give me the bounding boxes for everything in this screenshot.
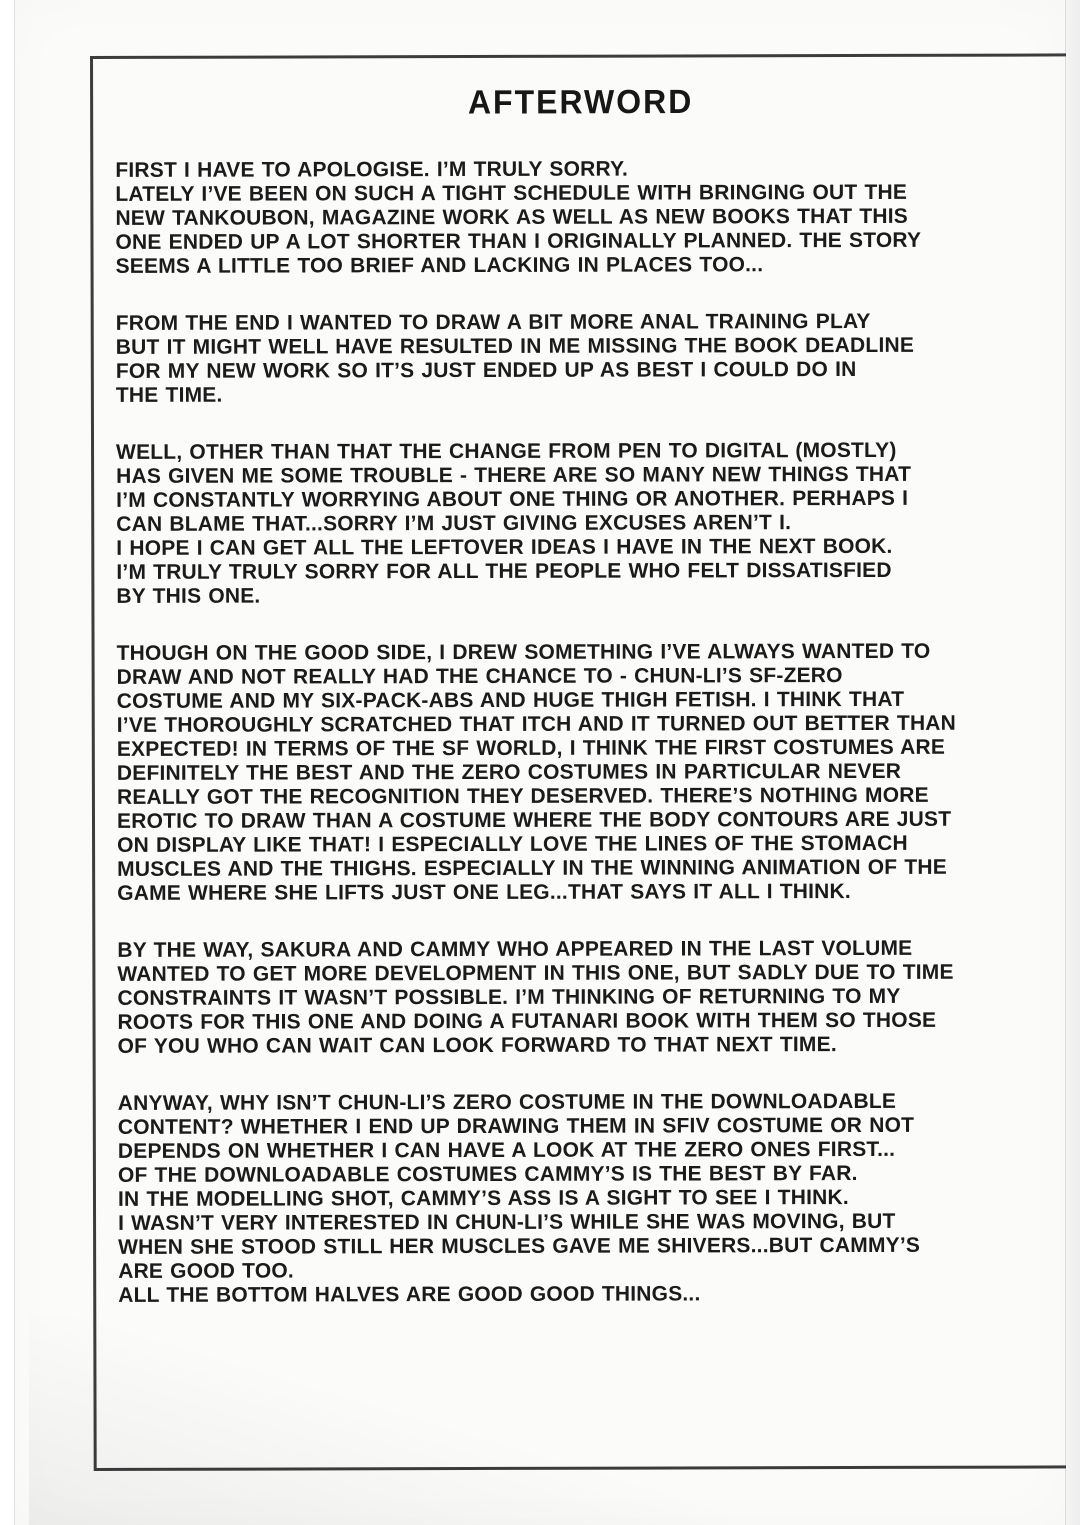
scan-gutter [1066,0,1080,1525]
afterword-paragraph-dlc: ANYWAY, WHY ISN’T CHUN-LI’S ZERO COSTUME IN THE DOWNLOADABLE CONTENT? WHETHER I END UP DRAWING THEM IN SFIV COSTUME OR NOT DEPENDS ON WHETHER I CAN HAVE A LOOK AT THE ZERO ONES FIRST... OF THE DOWNLOADABLE COSTUMES CAMMY’S IS THE BEST BY FAR. IN THE MODELLING SHOT, CAMMY’S ASS IS A SIGHT TO SEE I THINK. I WASN’T VERY INTERESTED IN CHUN-LI’S WHILE SHE WAS MOVING, BUT WHEN SHE STOOD STILL HER MUSCLES GAVE ME SHIVERS...BUT CAMMY’S ARE GOOD TOO. ALL THE BOTTOM HALVES ARE GOOD GOOD THINGS... [117,1089,921,1307]
page-title: AFTERWORD [467,82,694,121]
paper-sheet [14,0,1067,1525]
afterword-paragraph-deadline: FROM THE END I WANTED TO DRAW A BIT MORE ANAL TRAINING PLAY BUT IT MIGHT WELL HAVE RESULTED IN ME MISSING THE BOOK DEADLINE FOR MY NEW WORK SO IT’S JUST ENDED UP AS BEST I COULD DO IN THE TIME. [115,309,915,407]
afterword-paragraph-digital-change: WELL, OTHER THAN THAT THE CHANGE FROM PEN TO DIGITAL (MOSTLY) HAS GIVEN ME SOME TROUBLE - THERE ARE SO MANY NEW THINGS THAT I’M CONSTANTLY WORRYING ABOUT ONE THING OR ANOTHER. PERHAPS I CAN BLAME THAT...SORRY I’M JUST GIVING EXCUSES AREN’T I. I HOPE I CAN GET ALL THE LEFTOVER IDEAS I HAVE IN THE NEXT BOOK. I’M TRULY TRULY SORRY FOR ALL THE PEOPLE WHO FELT DISSATISFIED BY THIS ONE. [116,438,912,608]
afterword-paragraph-apology: FIRST I HAVE TO APOLOGISE. I’M TRULY SORRY. LATELY I’VE BEEN ON SUCH A TIGHT SCHEDULE WITH BRINGING OUT THE NEW TANKOUBON, MAGAZINE WORK AS WELL AS NEW BOOKS THAT THIS ONE ENDED UP A LOT SHORTER THAN I ORIGINALLY PLANNED. THE STORY SEEMS A LITTLE TOO BRIEF AND LACKING IN PLACES TOO... [115,157,922,278]
afterword-paragraph-sakura-cammy: BY THE WAY, SAKURA AND CAMMY WHO APPEARED IN THE LAST VOLUME WANTED TO GET MORE DEVELOPMENT IN THIS ONE, BUT SADLY DUE TO TIME CONSTRAINTS IT WASN’T POSSIBLE. I’M THINKING OF RETURNING TO MY ROOTS FOR THIS ONE AND DOING A FUTANARI BOOK WITH THEM SO THOSE OF YOU WHO CAN WAIT CAN LOOK FORWARD TO THAT NEXT TIME. [117,936,954,1058]
afterword-body [115,156,1049,1307]
panel-border [90,53,1077,1471]
afterword-paragraph-costume: THOUGH ON THE GOOD SIDE, I DREW SOMETHING I’VE ALWAYS WANTED TO DRAW AND NOT REALLY HAD THE CHANCE TO - CHUN-LI’S SF-ZERO COSTUME AND MY SIX-PACK-ABS AND HUGE THIGH FETISH. I THINK THAT I’VE THOROUGHLY SCRATCHED THAT ITCH AND IT TURNED OUT BETTER THAN EXPECTED! IN TERMS OF THE SF WORLD, I THINK THE FIRST COSTUMES ARE DEFINITELY THE BEST AND THE ZERO COSTUMES IN PARTICULAR NEVER REALLY GOT THE RECOGNITION THEY DESERVED. THERE’S NOTHING MORE EROTIC TO DRAW THAN A COSTUME WHERE THE BODY CONTOURS ARE JUST ON DISPLAY LIKE THAT! I ESPECIALLY LOVE THE LINES OF THE STOMACH MUSCLES AND THE THIGHS. ESPECIALLY IN THE WINNING ANIMATION OF THE GAME WHERE SHE LIFTS JUST ONE LEG...THAT SAYS IT ALL I THINK. [116,639,957,905]
panel-content [93,56,1074,1468]
